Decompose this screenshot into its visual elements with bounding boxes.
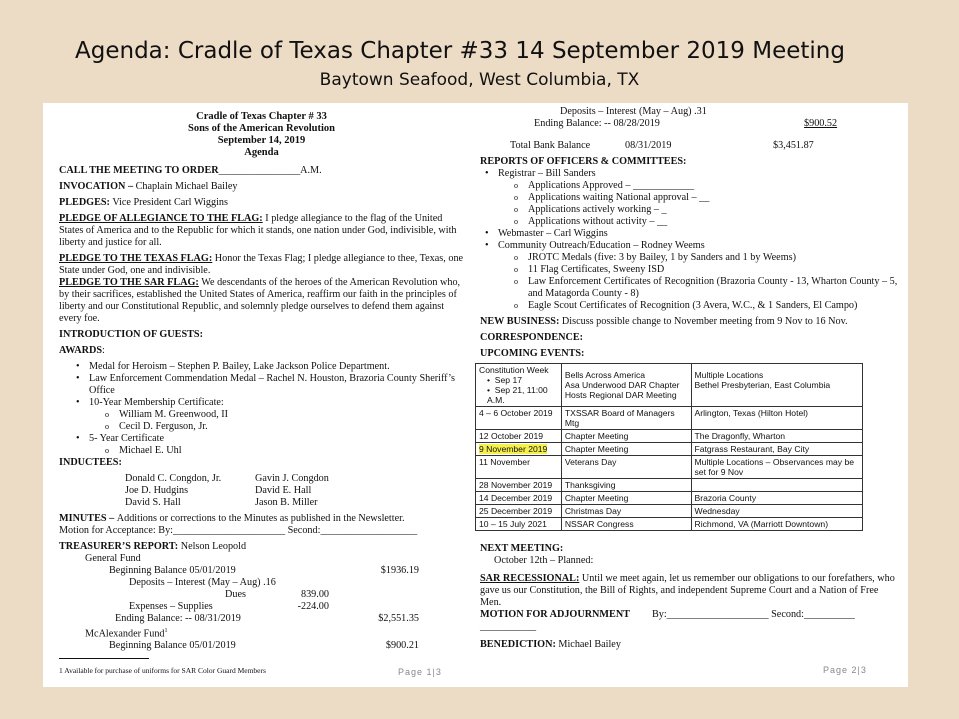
event-location-cell: Arlington, Texas (Hilton Hotel) — [691, 407, 863, 430]
adjournment-signatures: By:____________________ Second:__________ — [652, 609, 855, 620]
award-item-label: 5- Year Certificate — [89, 433, 164, 444]
outreach-item: o 11 Flag Certificates, Sweeny ISD — [468, 264, 900, 276]
fund-row — [109, 640, 464, 652]
ending-balance-row — [480, 118, 900, 130]
registrar-item: o Applications waiting National approval – __ — [468, 192, 900, 204]
fund-row — [109, 577, 464, 589]
mcalexander-fund-label — [59, 625, 464, 640]
event-location-cell: Brazoria County — [691, 492, 863, 505]
event-date-cell — [476, 443, 562, 456]
fund-row-total: $900.21 — [385, 640, 419, 652]
outreach-item: o Law Enforcement Certificates of Recognition (Brazoria County - 13, Wharton County – 5, and Matagorda County - 8) — [468, 276, 900, 300]
outreach-item: o Eagle Scout Certificates of Recognition (3 Avera, W.C., & 1 Sanders, El Campo) — [468, 300, 900, 312]
event-name-cell: Thanksgiving — [561, 479, 691, 492]
fund-row-total — [329, 601, 419, 613]
agenda-page-2 — [480, 106, 900, 690]
ten-year-recipient: o Cecil D. Ferguson, Jr. — [59, 421, 464, 433]
fund-row-label: Beginning Balance 05/01/2019 — [109, 640, 236, 652]
table-row — [476, 479, 863, 492]
event-location-cell: Multiple Locations Bethel Presbyterian, East Columbia — [691, 364, 863, 407]
motion-for-acceptance: Motion for Acceptance: By:______________________ Second:___________________ — [59, 525, 418, 536]
event-date-bullet: • Sep 17 — [487, 375, 523, 385]
correspondence-heading: CORRESPONDENCE: — [480, 332, 584, 343]
registrar-label: Registrar – Bill Sanders — [498, 168, 596, 179]
fund-row — [109, 565, 464, 577]
inductee-name: Gavin J. Congdon — [255, 473, 329, 484]
pledge-sar-text: We descendants of the heroes of the American Revolution who, by their sacrifices, established the United States of America, reaffirm our faith in the principles of liberty and our Constitutional Republic, and solemnly pledge ourselves to defend them against every foe. — [59, 277, 461, 324]
table-row — [476, 492, 863, 505]
events-table — [475, 363, 863, 531]
event-location-cell: Wednesday — [691, 505, 863, 518]
fund-row-amount — [289, 577, 349, 589]
call-to-order-label: CALL THE MEETING TO ORDER — [59, 165, 219, 176]
new-business-label: NEW BUSINESS: — [480, 316, 560, 327]
total-bank-balance-row — [480, 140, 900, 152]
event-date-cell: 4 – 6 October 2019 — [476, 407, 562, 430]
table-row — [476, 364, 863, 407]
treasurer-label: TREASURER’S REPORT: — [59, 541, 179, 552]
award-item: • Medal for Heroism – Stephen P. Bailey, Lake Jackson Police Department. — [59, 361, 464, 373]
event-name-cell: Chapter Meeting — [561, 492, 691, 505]
pledges-text: Vice President Carl Wiggins — [109, 197, 228, 208]
award-item — [59, 433, 464, 457]
header-chapter: Cradle of Texas Chapter # 33 — [196, 111, 327, 122]
deposits-row: Deposits – Interest (May – Aug) .31 — [560, 106, 707, 117]
inductees-label: INDUCTEES: — [59, 457, 122, 468]
event-location-cell — [691, 479, 863, 492]
event-date-cell: 14 December 2019 — [476, 492, 562, 505]
invocation — [59, 181, 464, 193]
total-label: Total Bank Balance — [510, 140, 591, 151]
event-location-cell: Fatgrass Restaurant, Bay City — [691, 443, 863, 456]
ten-year-list — [59, 409, 464, 433]
motion-for-adjournment — [480, 609, 900, 621]
agenda-page-1 — [59, 111, 464, 695]
table-row — [476, 456, 863, 479]
event-location-cell: The Dragonfly, Wharton — [691, 430, 863, 443]
inductee-name: Jason B. Miller — [255, 497, 318, 508]
highlighted-date: 9 November 2019 — [479, 444, 548, 454]
general-fund-table — [59, 565, 464, 625]
pledge-texas — [59, 253, 464, 277]
benediction-label: BENEDICTION: — [480, 639, 556, 650]
five-year-list — [59, 445, 464, 457]
minutes — [59, 513, 464, 525]
ending-balance-label: Ending Balance: -- 08/28/2019 — [534, 118, 660, 129]
reports-list — [468, 168, 900, 312]
outreach-item: o JROTC Medals (five: 3 by Bailey, 1 by Sanders and 1 by Weems) — [468, 252, 900, 264]
inductee-name: David E. Hall — [255, 485, 312, 496]
pledge-sar — [59, 277, 464, 325]
outreach-items — [468, 252, 900, 312]
minutes-label: MINUTES – — [59, 513, 117, 524]
slide-subtitle: Baytown Seafood, West Columbia, TX — [319, 70, 640, 90]
fund-row — [109, 601, 464, 613]
upcoming-events-heading: UPCOMING EVENTS: — [480, 348, 585, 359]
report-item — [468, 240, 900, 312]
fund-row-total — [349, 577, 439, 589]
page-number-2: Page 2|3 — [823, 665, 867, 675]
event-date-cell: 28 November 2019 — [476, 479, 562, 492]
table-row — [476, 518, 863, 531]
inductee-name: David S. Hall — [125, 497, 181, 508]
invocation-text: Chaplain Michael Bailey — [135, 181, 238, 192]
event-date-cell: 25 December 2019 — [476, 505, 562, 518]
ten-year-recipient: o William M. Greenwood, II — [59, 409, 464, 421]
recessional-label: SAR RECESSIONAL: — [480, 573, 580, 584]
fund-row-total: $2,551.35 — [378, 613, 419, 624]
document-header — [59, 111, 464, 159]
award-item — [59, 397, 464, 433]
awards-list — [59, 361, 464, 457]
outreach-label: Community Outreach/Education – Rodney Weems — [498, 240, 705, 251]
header-date: September 14, 2019 — [217, 135, 306, 146]
new-business — [480, 316, 900, 328]
awards-heading — [59, 345, 464, 357]
event-date-cell: 11 November — [476, 456, 562, 479]
pledges — [59, 197, 464, 209]
invocation-label: INVOCATION – — [59, 181, 136, 192]
treasurer-text: Nelson Leopold — [178, 541, 247, 552]
award-item-label: 10-Year Membership Certificate: — [89, 397, 224, 408]
total-value: $3,451.87 — [773, 140, 814, 151]
fund-row-label: Beginning Balance 05/01/2019 — [109, 565, 236, 576]
fund-row-label: Deposits – Interest (May – Aug) .16 — [129, 577, 276, 588]
fund-row-amount — [269, 640, 329, 652]
fund-row-label: Dues — [225, 589, 246, 600]
call-to-order-suffix: A.M. — [300, 165, 322, 176]
fund-row-label: Ending Balance: -- 08/31/2019 — [115, 613, 241, 624]
ending-balance-value: $900.52 — [804, 118, 838, 129]
pledge-flag-text: I pledge allegiance to the flag of the United States of America and to the Republic for which it stands, one nation under God, indivisible, with liberty and justice for all. — [59, 213, 457, 248]
fund-row — [109, 613, 464, 625]
footnote-marker: 1 — [164, 628, 168, 634]
minutes-text: Additions or corrections to the Minutes as published in the Newsletter. — [116, 513, 405, 524]
fund-row — [109, 589, 464, 601]
page-number-1: Page 1|3 — [398, 667, 442, 677]
inductee-name: Donald C. Congdon, Jr. — [125, 473, 222, 484]
event-date-cell: 10 – 15 July 2021 — [476, 518, 562, 531]
table-row — [476, 505, 863, 518]
agenda-document — [43, 103, 908, 687]
report-item — [468, 168, 900, 228]
mcalexander-table — [59, 640, 464, 652]
pledge-texas-text: Honor the Texas Flag; I pledge allegiance to thee, Texas, one State under God, one and indivisible. — [59, 253, 464, 276]
fund-row-amount: 839.00 — [300, 589, 329, 600]
general-fund-label: General Fund — [85, 553, 141, 564]
awards-label: AWARDS — [59, 345, 103, 356]
table-row — [476, 430, 863, 443]
registrar-item: o Applications actively working – _ — [468, 204, 900, 216]
event-name-cell: NSSAR Congress — [561, 518, 691, 531]
footnote: 1 Available for purchase of uniforms for SAR Color Guard Members — [59, 658, 149, 677]
slide-title: Agenda: Cradle of Texas Chapter #33 14 September 2019 Meeting — [75, 38, 845, 64]
registrar-item: o Applications Approved – ____________ — [468, 180, 900, 192]
header-agenda: Agenda — [244, 147, 279, 158]
benediction-text: Michael Bailey — [555, 639, 621, 650]
fund-row-total — [329, 589, 419, 601]
pledge-flag-label: PLEDGE OF ALLEGIANCE TO THE FLAG: — [59, 213, 263, 224]
pledges-label: PLEDGES: — [59, 197, 110, 208]
pledge-flag — [59, 213, 464, 249]
event-location-cell: Richmond, VA (Marriott Downtown) — [691, 518, 863, 531]
registrar-item: o Applications without activity – __ — [468, 216, 900, 228]
adjournment-blank: ___________ — [480, 621, 537, 632]
event-date-cell — [476, 364, 562, 407]
event-name-cell: TXSSAR Board of Managers Mtg — [561, 407, 691, 430]
event-date-bullet-text: Sep 21, 11:00 A.M. — [487, 385, 548, 405]
recessional-text: Until we meet again, let us remember our obligations to our forefathers, who gave us our Constitution, the Bill of Rights, and independent Supreme Court and a Nation of Free Men. — [480, 573, 895, 608]
awards-colon: : — [102, 345, 105, 356]
fund-row-total: $1936.19 — [380, 565, 419, 576]
registrar-items — [468, 180, 900, 228]
sar-recessional — [480, 573, 900, 609]
event-date-bullet: • Sep 21, 11:00 A.M. — [487, 385, 548, 405]
pledge-sar-label: PLEDGE TO THE SAR FLAG: — [59, 277, 199, 288]
call-to-order-blank: ________________ — [218, 165, 301, 176]
award-item: • Law Enforcement Commendation Medal – Rachel N. Houston, Brazoria County Sheriff’s Office — [59, 373, 464, 397]
reports-heading: REPORTS OF OFFICERS & COMMITTEES: — [480, 156, 687, 167]
report-item: • Webmaster – Carl Wiggins — [468, 228, 900, 240]
inductees-list — [59, 473, 464, 509]
next-meeting-text: October 12th – Planned: — [494, 555, 594, 566]
fund-row-amount: -224.00 — [297, 601, 329, 612]
adjournment-label: MOTION FOR ADJOURNMENT — [480, 609, 630, 620]
fund-row-amount — [269, 565, 329, 577]
next-meeting-heading: NEXT MEETING: — [480, 543, 564, 554]
treasurer-report — [59, 541, 464, 553]
event-name-cell: Chapter Meeting — [561, 430, 691, 443]
table-row — [476, 443, 863, 456]
call-to-order — [59, 165, 464, 177]
pledge-texas-label: PLEDGE TO THE TEXAS FLAG: — [59, 253, 213, 264]
event-location-cell: Multiple Locations – Observances may be set for 9 Nov — [691, 456, 863, 479]
header-society: Sons of the American Revolution — [188, 123, 335, 134]
five-year-recipient: o Michael E. Uhl — [59, 445, 464, 457]
introduction-of-guests: INTRODUCTION OF GUESTS: — [59, 329, 203, 340]
event-name-cell: Chapter Meeting — [561, 443, 691, 456]
new-business-text: Discuss possible change to November meeting from 9 Nov to 16 Nov. — [559, 316, 848, 327]
fund-row-amount — [269, 613, 329, 625]
fund-row-label: Expenses – Supplies — [129, 601, 213, 612]
inductee-name: Joe D. Hudgins — [125, 485, 189, 496]
event-date-bullet-text: Sep 17 — [494, 375, 523, 385]
benediction — [480, 639, 900, 651]
table-row — [476, 407, 863, 430]
event-name-cell: Veterans Day — [561, 456, 691, 479]
total-date: 08/31/2019 — [625, 140, 672, 151]
event-date: Constitution Week — [479, 365, 549, 375]
mcalexander-text: McAlexander Fund — [85, 628, 165, 640]
event-date-cell: 12 October 2019 — [476, 430, 562, 443]
event-name-cell: Bells Across America Asa Underwood DAR Chapter Hosts Regional DAR Meeting — [561, 364, 691, 407]
event-name-cell: Christmas Day — [561, 505, 691, 518]
